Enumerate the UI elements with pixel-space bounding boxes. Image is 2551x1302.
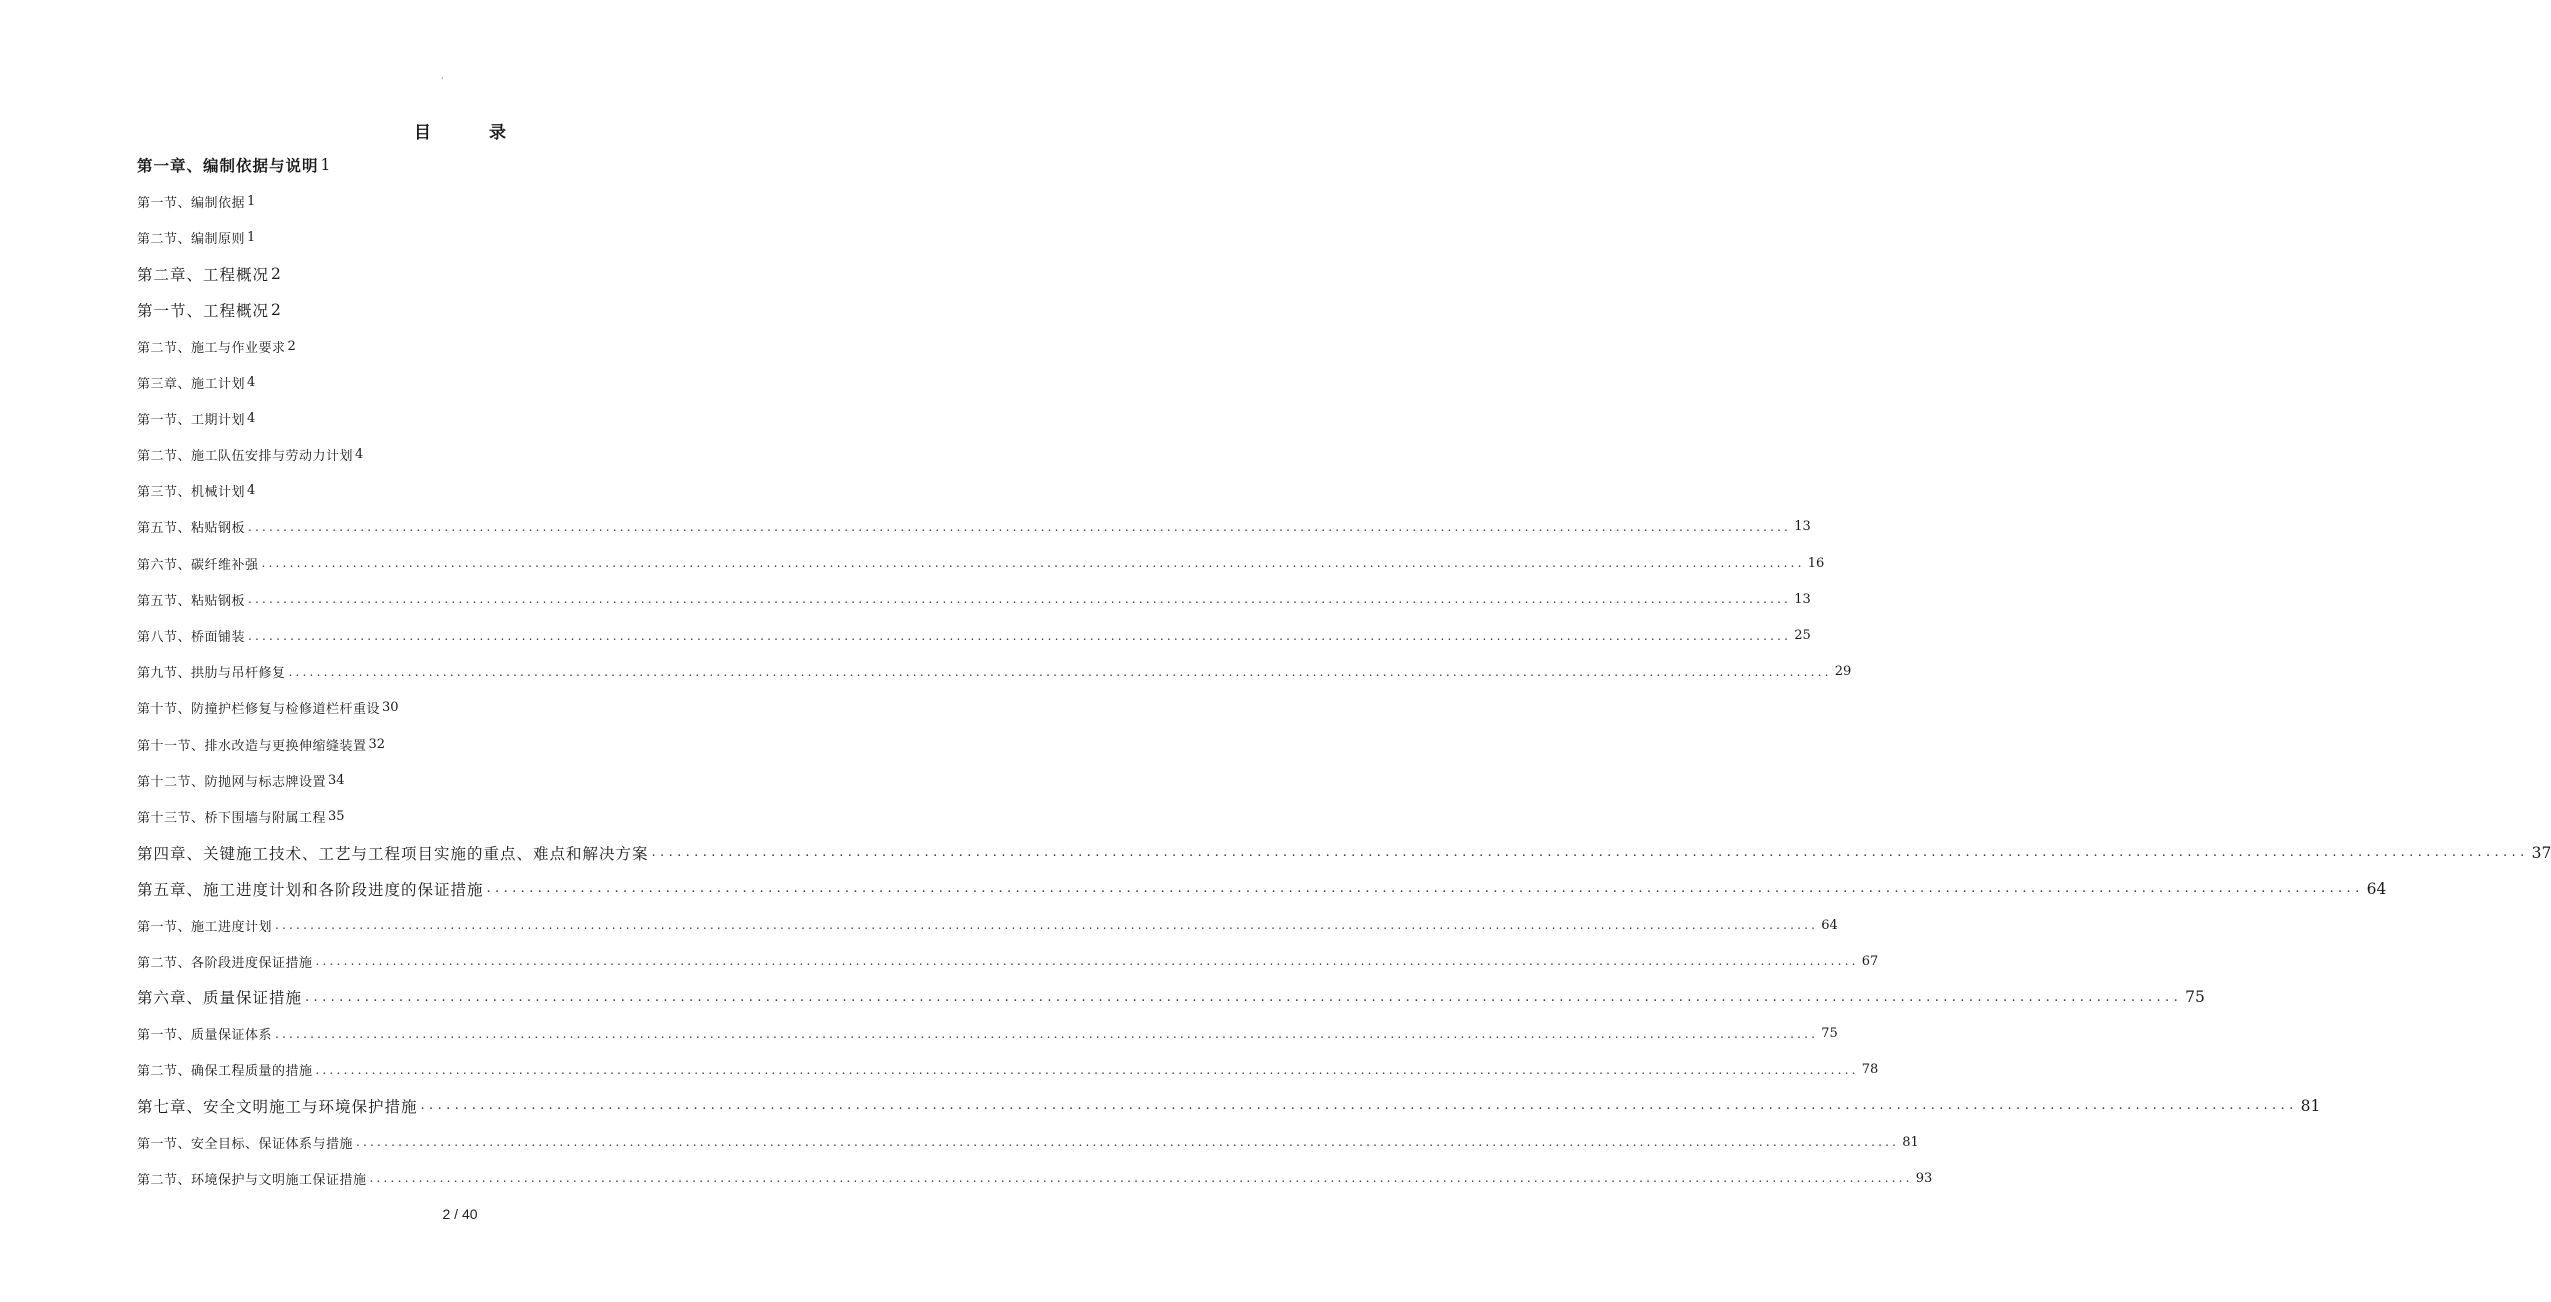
toc-entry-page: 29	[1834, 664, 1852, 680]
toc-entry-page: 1	[320, 156, 331, 175]
toc-entry-page: 81	[1902, 1134, 1919, 1150]
toc-entry-label: 第十二节、防抛网与标志牌设置	[137, 774, 327, 790]
toc-entry[interactable]	[137, 654, 1852, 690]
toc-entry[interactable]	[137, 1124, 1919, 1160]
dot-leader: ............................................................................................................................................................................................................................	[315, 1062, 1859, 1077]
toc-entry-label: 第十一节、排水改造与更换伸缩缝装置	[137, 738, 367, 754]
dot-leader: ............................................................................................................................................................................................................................	[305, 989, 2183, 1005]
toc-entry-label: 第五章、施工进度计划和各阶段进度的保证措施	[137, 880, 484, 899]
dot-leader: ............................................................................................................................................................................................................................	[315, 954, 1859, 969]
toc-entry-label: 第五节、粘贴钢板	[137, 521, 246, 537]
toc-entry-label: 第一节、施工进度计划	[137, 919, 273, 935]
dot-leader: ............................................................................................................................................................................................................................	[248, 628, 1792, 643]
toc-entry-page: 75	[1821, 1026, 1838, 1042]
dot-leader: ............................................................................................................................................................................................................................	[486, 881, 2364, 897]
toc-entry[interactable]	[137, 1088, 2321, 1124]
toc-entry-label: 第二节、各阶段进度保证措施	[137, 955, 313, 971]
dot-leader: ............................................................................................................................................................................................................................	[261, 556, 1805, 571]
toc-entry[interactable]	[137, 907, 1838, 943]
toc-entry-label: 第二节、施工与作业要求	[137, 340, 286, 356]
toc-entry[interactable]	[137, 147, 794, 183]
toc-entry[interactable]	[137, 400, 794, 436]
toc-entry-label: 第八节、桥面铺装	[137, 630, 246, 646]
toc-entry-label: 第五节、粘贴钢板	[137, 593, 246, 609]
header-mark: ·	[441, 74, 444, 83]
toc-entry-page: 32	[368, 736, 386, 752]
toc-entry-label: 第十三节、桥下围墙与附属工程	[137, 810, 327, 826]
dot-leader: ............................................................................................................................................................................................................................	[248, 519, 1792, 534]
dot-leader: ............................................................................................................................................................................................................................	[356, 1135, 1900, 1150]
toc-entry-label: 第六节、碳纤维补强	[137, 557, 259, 573]
toc-entry-label: 第三章、施工计划	[137, 376, 246, 392]
toc-entry-page: 4	[247, 483, 256, 499]
toc-entry[interactable]	[137, 1016, 1838, 1052]
toc-entry[interactable]	[137, 726, 794, 762]
toc-entry[interactable]	[137, 437, 794, 473]
toc-entry[interactable]	[137, 835, 2551, 871]
toc-entry-label: 第九节、拱肋与吊杆修复	[137, 666, 286, 682]
toc-entry[interactable]	[137, 183, 794, 219]
toc-entry[interactable]	[137, 256, 794, 292]
toc-entry-page: 75	[2185, 988, 2205, 1007]
toc-entry-label: 第二章、工程概况	[137, 265, 270, 284]
toc-entry-label: 第二节、环境保护与文明施工保证措施	[137, 1172, 367, 1188]
toc-entry[interactable]	[137, 943, 1879, 979]
toc-entry-label: 第三节、机械计划	[137, 485, 246, 501]
toc-entry-page: 30	[382, 700, 399, 716]
toc-entry-page: 13	[1794, 591, 1811, 607]
toc-entry[interactable]	[137, 581, 1811, 617]
toc-entry-label: 第二节、施工队伍安排与劳动力计划	[137, 449, 354, 465]
toc-entry[interactable]	[137, 545, 1825, 581]
toc-entry-label: 第十节、防撞护栏修复与检修道栏杆重设	[137, 702, 381, 718]
toc-entry[interactable]	[137, 1160, 1933, 1196]
toc-entry-label: 第四章、关键施工技术、工艺与工程项目实施的重点、难点和解决方案	[137, 844, 649, 863]
table-of-contents	[137, 147, 2551, 1196]
toc-entry[interactable]	[137, 364, 794, 400]
toc-entry-page: 1	[247, 229, 256, 245]
dot-leader: ............................................................................................................................................................................................................................	[288, 664, 1832, 679]
toc-entry-label: 第一章、编制依据与说明	[137, 156, 319, 176]
toc-entry-page: 64	[1821, 917, 1838, 933]
toc-entry-page: 4	[355, 447, 364, 463]
toc-entry-page: 81	[2300, 1096, 2321, 1115]
toc-entry-page: 16	[1807, 555, 1825, 571]
page-number-footer: 2 / 40	[442, 1206, 478, 1222]
toc-entry-label: 第一节、编制依据	[137, 195, 246, 211]
toc-entry-label: 第一节、工程概况	[137, 301, 270, 320]
toc-entry-page: 64	[2366, 879, 2387, 898]
dot-leader: ............................................................................................................................................................................................................................	[275, 1026, 1819, 1041]
toc-entry-page: 2	[271, 300, 281, 319]
toc-entry-page: 13	[1794, 519, 1811, 535]
toc-entry-page: 93	[1915, 1170, 1933, 1186]
toc-entry-label: 第二节、确保工程质量的措施	[137, 1064, 313, 1080]
toc-entry[interactable]	[137, 219, 794, 255]
toc-entry[interactable]	[137, 979, 2205, 1015]
toc-entry-page: 34	[328, 772, 345, 788]
toc-entry-label: 第一节、工期计划	[137, 412, 246, 428]
toc-entry-page: 2	[271, 264, 281, 283]
toc-entry[interactable]	[137, 328, 794, 364]
toc-entry-page: 37	[2531, 843, 2551, 862]
toc-entry-page: 2	[287, 338, 296, 354]
dot-leader: ............................................................................................................................................................................................................................	[275, 918, 1819, 933]
toc-entry-page: 25	[1794, 628, 1811, 644]
toc-entry-label: 第一节、质量保证体系	[137, 1028, 273, 1044]
toc-entry[interactable]	[137, 509, 1811, 545]
toc-entry-label: 第二节、编制原则	[137, 231, 246, 247]
dot-leader: ............................................................................................................................................................................................................................	[369, 1171, 1913, 1186]
toc-entry-label: 第一节、安全目标、保证体系与措施	[137, 1136, 354, 1152]
toc-entry[interactable]	[137, 1052, 1879, 1088]
toc-entry[interactable]	[137, 292, 794, 328]
toc-entry-page: 4	[247, 410, 256, 426]
dot-leader: ............................................................................................................................................................................................................................	[420, 1098, 2298, 1114]
toc-entry-page: 78	[1861, 1062, 1879, 1078]
dot-leader: ............................................................................................................................................................................................................................	[248, 592, 1792, 607]
toc-entry[interactable]	[137, 690, 794, 726]
page-title: 目 录	[414, 123, 532, 143]
toc-entry-label: 第七章、安全文明施工与环境保护措施	[137, 1097, 418, 1116]
toc-entry[interactable]	[137, 762, 794, 798]
toc-entry-page: 1	[247, 193, 256, 209]
dot-leader: ............................................................................................................................................................................................................................	[651, 845, 2529, 861]
toc-entry[interactable]	[137, 473, 794, 509]
toc-entry-page: 4	[247, 374, 256, 390]
toc-entry[interactable]	[137, 798, 794, 834]
toc-entry[interactable]	[137, 617, 1811, 653]
toc-entry-page: 35	[328, 808, 345, 824]
toc-entry-label: 第六章、质量保证措施	[137, 989, 303, 1008]
toc-entry[interactable]	[137, 871, 2387, 907]
toc-entry-page: 67	[1861, 953, 1879, 969]
